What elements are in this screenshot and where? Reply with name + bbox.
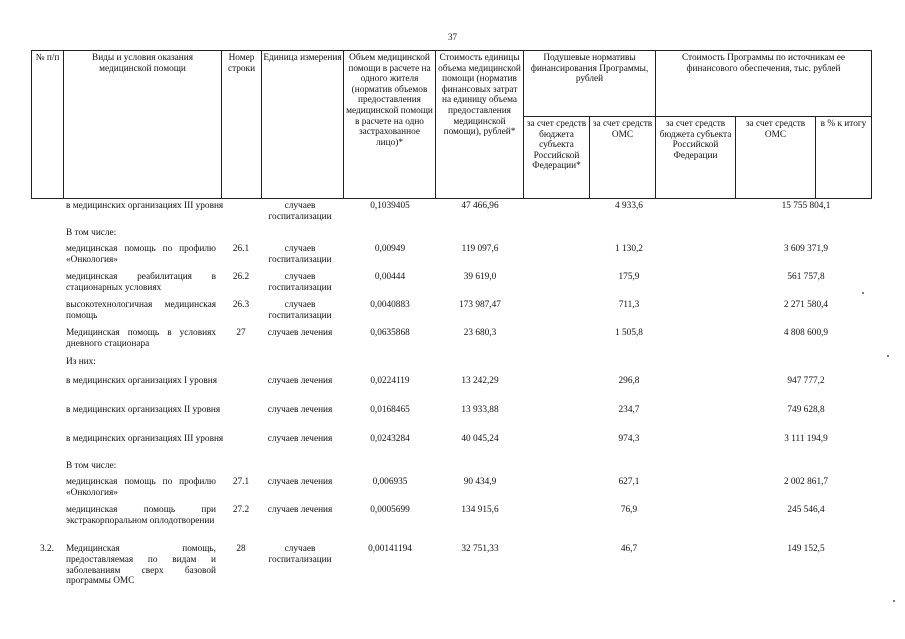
row-oms-norm: 1 130,2 [615,244,643,254]
header-num: № п/п [32,51,64,199]
header-norms-budget: за счет средств бюджета субъекта Российской Федерации* [524,117,590,199]
row-name: Медицинская помощь, предоставляемая по видам и заболеваниям сверх базовой программы ОМС [66,544,216,587]
table-row [31,201,871,228]
row-volume: 0,0168465 [370,405,410,415]
header-unit: Единица измерения [262,51,344,199]
table-row [31,376,871,405]
row-volume: 0,1039405 [370,201,410,211]
row-name: Из них: [66,357,96,367]
table-header [31,50,872,199]
row-unit: случаев лечения [267,405,333,415]
row-oms-total: 947 777,2 [787,376,825,386]
row-line-number: 26.3 [232,300,250,310]
row-oms-norm: 296,8 [618,376,640,386]
row-line-number: 27.1 [232,477,250,487]
row-unit: случаев госпитализации [268,244,332,265]
row-oms-norm: 627,1 [618,477,640,487]
row-oms-total: 15 755 804,1 [781,201,831,211]
row-oms-total: 2 002 861,7 [783,477,829,487]
row-oms-norm: 175,9 [618,272,640,282]
row-name: в медицинских организациях III уровня [66,201,224,211]
row-oms-norm: 4 933,6 [615,201,643,211]
row-oms-norm: 234,7 [618,405,640,415]
row-name: медицинская помощь по профилю «Онкология» [66,244,216,265]
table-row [31,300,871,328]
row-volume: 0,00444 [374,272,406,282]
row-name: в медицинских организациях II уровня [66,405,221,415]
row-line-number: 26.2 [232,272,250,282]
row-unit-cost: 13 242,29 [461,376,499,386]
row-number: 3.2. [40,544,54,554]
row-volume: 0,0040883 [370,300,410,310]
row-oms-norm: 1 505,8 [615,328,643,338]
row-oms-total: 561 757,8 [787,272,825,282]
header-volume: Объем медицинской помощи в расчете на одного жителя (норматив объемов предоставления медицинской помощи в расчете на одно застрахованное лицо)* [344,51,436,199]
row-volume: 0,006935 [372,477,408,487]
row-oms-total: 3 609 371,9 [783,244,829,254]
row-volume: 0,0243284 [370,434,410,444]
row-volume: 0,00949 [374,244,406,254]
row-line-number: 26.1 [232,244,250,254]
header-norms-oms: за счет средств ОМС [590,117,656,199]
row-oms-total: 2 271 580,4 [783,300,829,310]
row-name: В том числе: [66,461,117,471]
row-unit: случаев госпитализации [268,544,332,565]
row-oms-total: 149 152,5 [787,544,825,554]
row-unit-cost: 39 619,0 [463,272,497,282]
row-unit: случаев лечения [267,376,333,386]
row-unit: случаев госпитализации [268,201,332,222]
row-name: в медицинских организациях I уровня [66,376,218,386]
header-prog-oms: за счет средств ОМС [736,117,816,199]
table-row [31,272,871,300]
row-unit-cost: 40 045,24 [461,434,499,444]
row-oms-total: 749 628,8 [787,405,825,415]
row-line-number: 28 [236,544,246,554]
header-group-norms: Подушевые нормативы финансирования Программы, рублей [524,51,656,117]
row-unit: случаев лечения [267,505,333,515]
row-name: В том числе: [66,228,117,238]
row-unit-cost: 13 933,88 [461,405,499,415]
row-name: медицинская реабилитация в стационарных условиях [66,272,216,293]
row-unit: случаев лечения [267,434,333,444]
row-volume: 0,0635868 [370,328,410,338]
header-prog-pct: в % к итогу [816,117,872,199]
header-group-program: Стоимость Программы по источникам ее финансового обеспечения, тыс. рублей [656,51,872,117]
row-unit: случаев госпитализации [268,272,332,293]
table-row [31,544,871,594]
scan-speck [887,355,889,357]
header-prog-budget: за счет средств бюджета субъекта Российской Федерации [656,117,736,199]
row-name: Медицинская помощь в условиях дневного стационара [66,328,216,349]
table-row [31,328,871,357]
row-oms-norm: 711,3 [618,300,640,310]
scan-speck [893,600,895,602]
header-cost: Стоимость единицы объема медицинской помощи (норматив финансовых затрат на единицу объема предоставления медицинской помощи), рублей* [436,51,524,199]
row-volume: 0,0005699 [370,505,410,515]
row-oms-norm: 76,9 [620,505,638,515]
table-body [31,199,871,587]
row-oms-total: 245 546,4 [787,505,825,515]
row-volume: 0,00141194 [368,544,412,554]
row-name: в медицинских организациях III уровня [66,434,224,444]
table-row [31,461,871,477]
row-unit-cost: 23 680,3 [463,328,497,338]
row-unit: случаев лечения [267,328,333,338]
table-row [31,505,871,544]
row-unit-cost: 119 097,6 [461,244,499,254]
row-unit-cost: 134 915,6 [461,505,499,515]
row-name: медицинская помощь по профилю «Онкология» [66,477,216,498]
row-unit-cost: 90 434,9 [463,477,497,487]
row-oms-total: 3 111 194,9 [784,434,828,444]
row-oms-norm: 974,3 [618,434,640,444]
table-row [31,357,871,376]
table-row [31,244,871,272]
row-oms-norm: 46,7 [620,544,638,554]
header-line: Номер строки [222,51,262,199]
table-row [31,434,871,461]
row-name: высокотехнологичная медицинская помощь [66,300,216,321]
row-unit: случаев госпитализации [268,300,332,321]
scan-speck [862,292,864,294]
header-kind: Виды и условия оказания медицинской помощи [64,51,222,199]
row-unit-cost: 173 987,47 [459,300,501,310]
row-volume: 0,0224119 [370,376,410,386]
row-name: медицинская помощь при экстракорпоральном оплодотворении [66,505,216,526]
row-oms-total: 4 808 600,9 [783,328,829,338]
table-row [31,405,871,434]
row-unit: случаев лечения [267,477,333,487]
data-table [31,50,871,587]
row-unit-cost: 32 751,33 [461,544,499,554]
row-line-number: 27 [236,328,246,338]
page-number: 37 [448,32,457,42]
row-unit-cost: 47 466,96 [461,201,499,211]
table-row [31,477,871,505]
row-line-number: 27.2 [232,505,250,515]
table-row [31,228,871,244]
